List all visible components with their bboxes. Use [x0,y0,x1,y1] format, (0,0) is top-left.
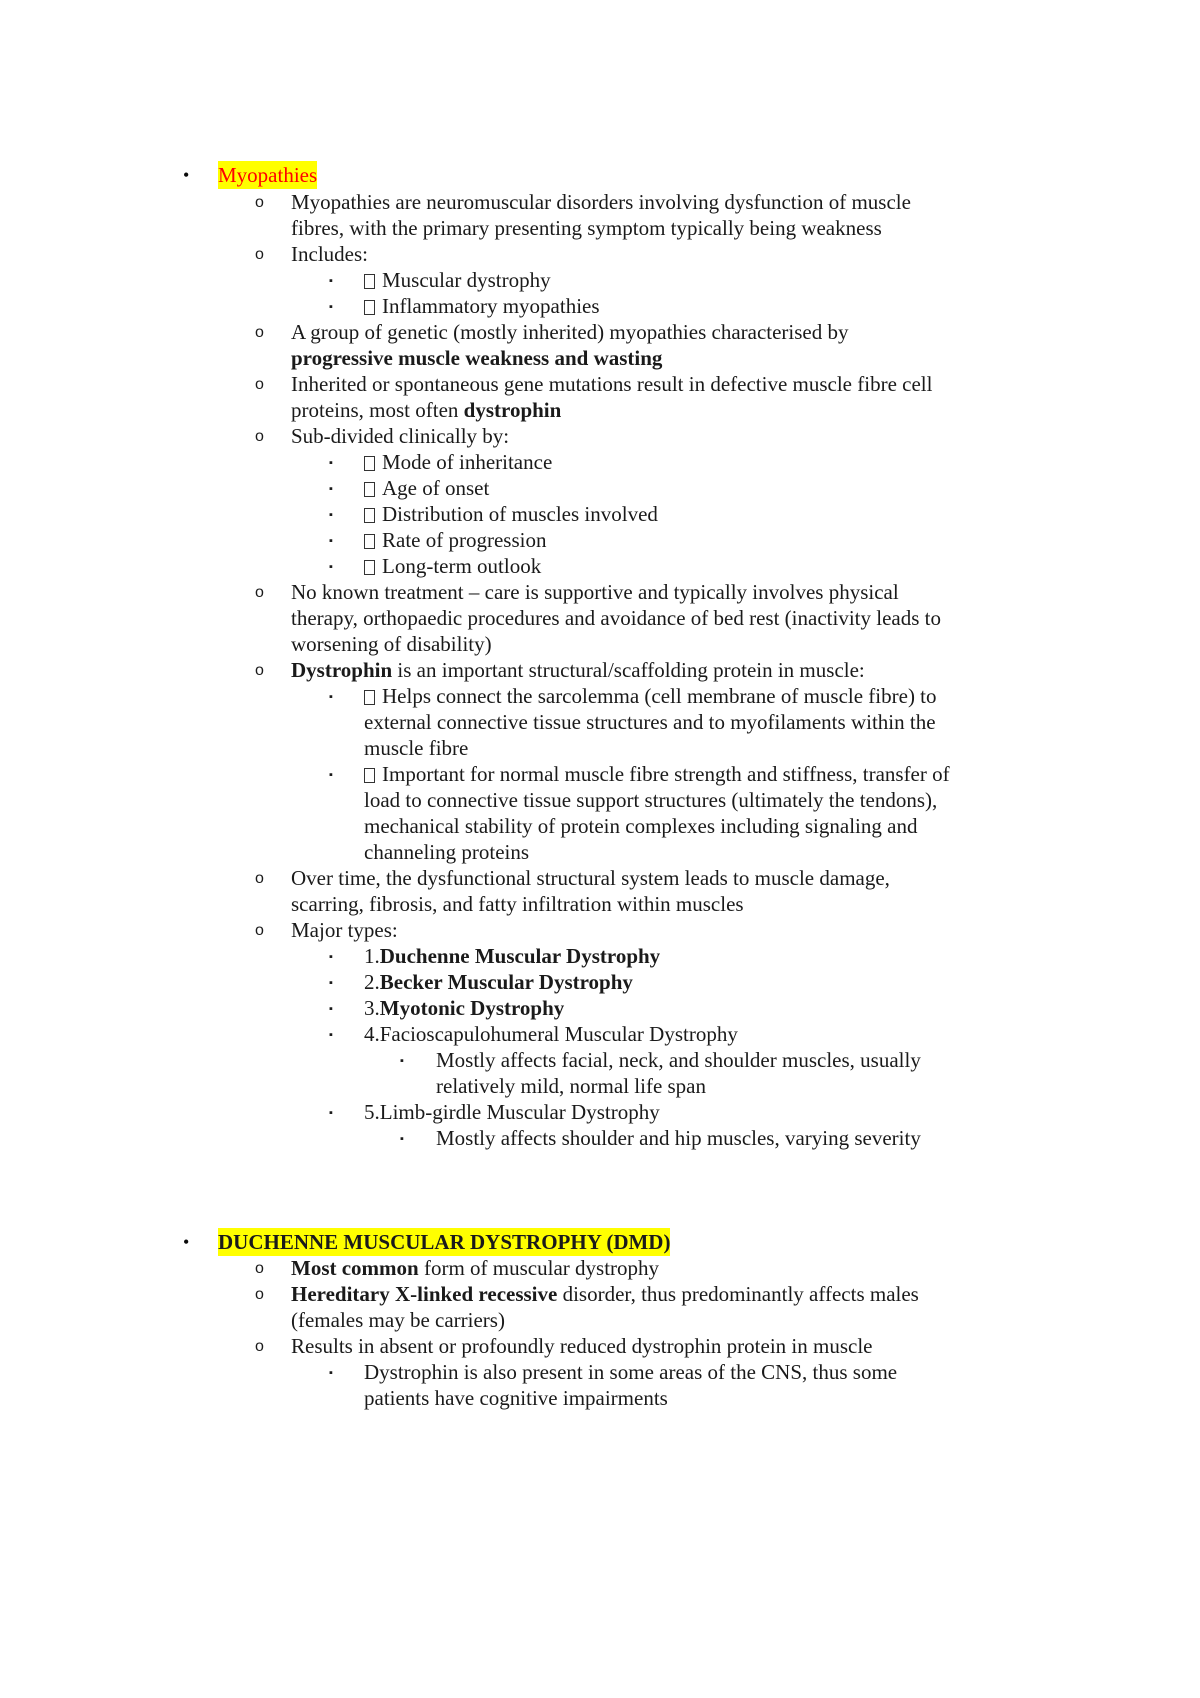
major-types-label: Major types: [291,918,398,942]
subdivided-item: Mode of inheritance [382,450,553,474]
overtime-line: Over time, the dysfunctional structural system leads to muscle damage, [291,866,890,890]
definition-line: fibres, with the primary presenting symptom typically being weakness [291,216,882,240]
bullet-marker: o [255,1286,264,1303]
bullet-marker: • [183,165,190,185]
treatment-line: No known treatment – care is supportive and typically involves physical [291,580,899,604]
treatment-line: worsening of disability) [291,632,492,656]
bullet-marker: o [255,194,264,211]
bullet-marker: o [255,870,264,887]
common-text: form of muscular dystrophy [418,1256,660,1280]
missing-glyph-icon [364,768,375,783]
subdivided-label: Sub-divided clinically by: [291,424,510,448]
group-line: A group of genetic (mostly inherited) myopathies characterised by [291,320,849,344]
type-number: 3. [364,996,380,1020]
cns-line: Dystrophin is also present in some areas of the CNS, thus some [364,1360,898,1384]
bullet-marker: ▪ [400,1133,404,1145]
bullet-marker: o [255,246,264,263]
dys-point-line: channeling proteins [364,840,530,864]
bullet-marker: ▪ [329,535,333,547]
type-name: Limb-girdle Muscular Dystrophy [379,1100,660,1124]
includes-item: Muscular dystrophy [382,268,551,292]
bullet-marker: ▪ [329,1367,333,1379]
type-number: 2. [364,970,380,994]
includes-item: Inflammatory myopathies [382,294,600,318]
overtime-line: scarring, fibrosis, and fatty infiltration within muscles [291,892,744,916]
inherited-bold: dystrophin [463,398,562,422]
bullet-marker: ▪ [329,691,333,703]
bullet-marker: o [255,584,264,601]
bullet-marker: ▪ [329,977,333,989]
dystrophin-text: is an important structural/scaffolding protein in muscle: [392,658,865,682]
definition-line: Myopathies are neuromuscular disorders involving dysfunction of muscle [291,190,911,214]
bullet-marker: o [255,1338,264,1355]
type-note-line: Mostly affects facial, neck, and shoulder muscles, usually [436,1048,921,1072]
bullet-marker: ▪ [329,561,333,573]
dystrophin-bold: Dystrophin [291,658,393,682]
bullet-marker: o [255,1260,264,1277]
dys-point-line: mechanical stability of protein complexes including signaling and [364,814,918,838]
dys-point-line: Helps connect the sarcolemma (cell membrane of muscle fibre) to [382,684,937,708]
dys-point-line: Important for normal muscle fibre strength and stiffness, transfer of [382,762,950,786]
missing-glyph-icon [364,560,375,575]
inherited-line: proteins, most often [291,398,464,422]
subdivided-item: Age of onset [382,476,490,500]
type-number: 1. [364,944,380,968]
bullet-marker: o [255,324,264,341]
bullet-marker: o [255,922,264,939]
bullet-marker: ▪ [329,275,333,287]
type-name: Duchenne Muscular Dystrophy [379,944,661,968]
type-number: 4. [364,1022,380,1046]
bullet-marker: ▪ [329,769,333,781]
bullet-marker: • [183,1232,190,1252]
bullet-marker: ▪ [329,457,333,469]
results-line: Results in absent or profoundly reduced dystrophin protein in muscle [291,1334,873,1358]
missing-glyph-icon [364,482,375,497]
missing-glyph-icon [364,534,375,549]
hereditary-line: (females may be carriers) [291,1308,505,1332]
includes-label: Includes: [291,242,368,266]
bullet-marker: ▪ [329,483,333,495]
bullet-marker: ▪ [329,301,333,313]
missing-glyph-icon [364,456,375,471]
dys-point-line: load to connective tissue support structures (ultimately the tendons), [364,788,938,812]
missing-glyph-icon [364,274,375,289]
bullet-marker: o [255,428,264,445]
bullet-marker: ▪ [329,1107,333,1119]
missing-glyph-icon [364,690,375,705]
treatment-line: therapy, orthopaedic procedures and avoidance of bed rest (inactivity leads to [291,606,941,630]
bullet-marker: ▪ [400,1055,404,1067]
dys-point-line: muscle fibre [364,736,469,760]
bullet-marker: o [255,662,264,679]
missing-glyph-icon [364,300,375,315]
common-bold: Most common [291,1256,419,1280]
dys-point-line: external connective tissue structures and to myofilaments within the [364,710,936,734]
bullet-marker: ▪ [329,951,333,963]
type-name: Becker Muscular Dystrophy [379,970,633,994]
subdivided-item: Rate of progression [382,528,547,552]
bullet-marker: o [255,376,264,393]
bullet-marker: ▪ [329,1029,333,1041]
hereditary-bold: Hereditary X-linked recessive [291,1282,558,1306]
section-title-dmd: DUCHENNE MUSCULAR DYSTROPHY (DMD) [218,1230,671,1254]
inherited-line: Inherited or spontaneous gene mutations result in defective muscle fibre cell [291,372,933,396]
type-number: 5. [364,1100,380,1124]
group-bold: progressive muscle weakness and wasting [291,346,663,370]
type-note-line: relatively mild, normal life span [436,1074,707,1098]
section-title-myopathies: Myopathies [218,163,318,187]
cns-line: patients have cognitive impairments [364,1386,668,1410]
subdivided-item: Distribution of muscles involved [382,502,658,526]
bullet-marker: ▪ [329,1003,333,1015]
type-name: Facioscapulohumeral Muscular Dystrophy [379,1022,738,1046]
type-name: Myotonic Dystrophy [379,996,565,1020]
bullet-marker: ▪ [329,509,333,521]
missing-glyph-icon [364,508,375,523]
hereditary-text: disorder, thus predominantly affects males [557,1282,919,1306]
type-note-line: Mostly affects shoulder and hip muscles, varying severity [436,1126,921,1150]
subdivided-item: Long-term outlook [382,554,542,578]
